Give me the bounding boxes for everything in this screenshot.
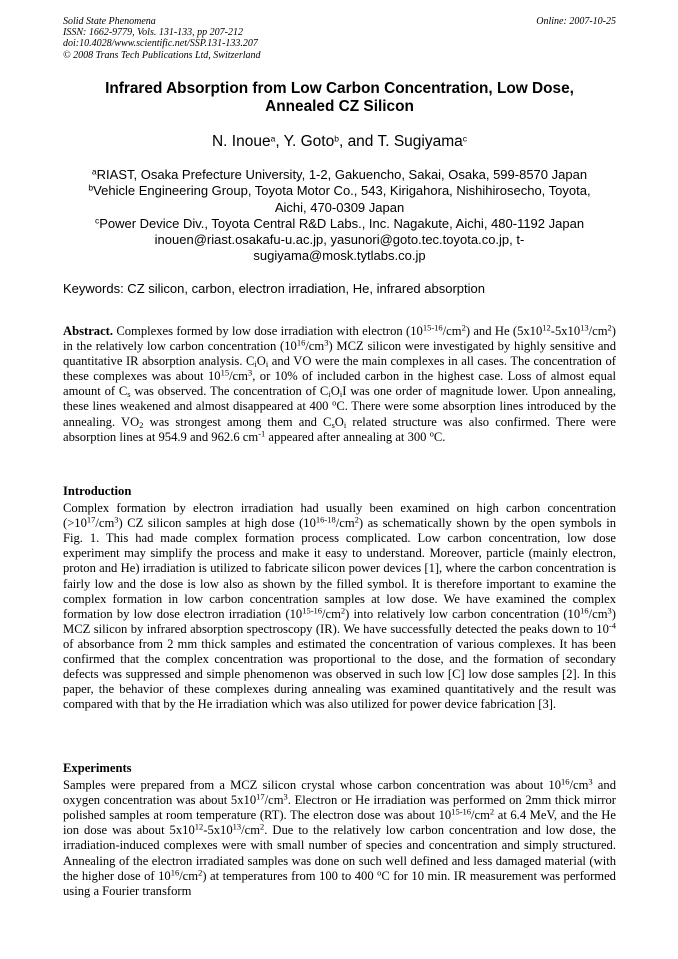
text-run: /cm [588,324,608,338]
sup: 2 [489,806,495,817]
affiliations [63,167,616,265]
text-run: ) into relatively low carbon concentration (10 [345,606,581,621]
affiliation-a [63,167,616,183]
sup: -4 [608,620,616,631]
text-run: and oxygen concentration was about 5x10 [63,778,616,808]
keywords: Keywords: CZ silicon, carbon, electron irradiation, He, infrared absorption [63,281,485,296]
sup: 2 [198,867,203,878]
text-run: /cm [229,369,248,384]
sup: 13 [232,821,242,832]
introduction-section [63,484,616,712]
sup: o [332,397,337,408]
text-run: O [330,384,340,399]
sup: 17 [86,514,96,525]
text-run: O [256,354,266,369]
abstract-section [63,324,616,445]
text-run: was strongest among them and C [143,414,332,429]
sup: -1 [258,428,266,439]
text-run: at 6.4 MeV, and the He ion dose was about 5x10 [63,808,616,838]
sup: 16 [580,605,589,616]
paper-title [63,80,616,116]
affil-text-b: Vehicle Engineering Group, Toyota Motor Co., 543, Kirigahora, Nishihirosecho, Toyota, [93,183,591,199]
sub: i [254,359,257,370]
text-run: ) as schematically shown by the open symbols in Fig. 1. This had made complex formation process complicated. Low carbon concentration, low dose experiment may simplify the process and make it easy to understand. Moreover, particle (mainly electron, proton and He) irradiation is utilized to fabricate silicon power devices [1], where the carbon concentration is fairly low and the dose is low also as shown by the filled symbol. It is therefore important to examine the complex formation in low carbon concentration samples at low dose. We have examined the complex formation by low dose electron irradiation (10 [63,516,616,621]
text-run: ) in the relatively low carbon concentration (10 [63,324,616,354]
sup: 16 [296,337,306,348]
sub: i [339,389,343,400]
text-run: O [334,414,344,429]
text-run: /cm [322,606,341,621]
text-run: related structure was also confirmed. There were absorption lines at 954.9 and 962.6 cm [63,414,616,444]
affil-mark-c: c [94,215,100,226]
sup: 3 [607,605,612,616]
text-run: ) and He (5x10 [465,324,543,338]
sup: 12 [194,821,204,832]
text-run: /cm [179,868,199,883]
text-run: appeared after annealing at 300 [265,429,430,444]
sup: 2 [461,322,466,333]
text-run: , or 10% of included carbon in the highest case. Loss of almost equal amount of C [63,369,616,399]
sup: 2 [607,322,612,333]
sup: 3 [247,367,253,378]
journal-name: Solid State Phenomena [63,16,156,27]
sup: o [429,428,434,439]
sup: 17 [256,791,265,802]
author-2: , Y. Goto [275,133,335,150]
sup: 2 [354,514,359,525]
text-run: /cm [442,324,462,338]
affiliation-b [63,183,616,199]
sup: 16-18 [315,514,336,525]
copyright-line: © 2008 Trans Tech Publications Ltd, Switzerland [63,49,261,61]
text-run: /cm [471,808,490,823]
text-run: I was one order of magnitude lower. Upon annealing, these lines weakened and almost disappeared at 400 [63,384,616,414]
text-run: -5x10 [203,823,233,838]
sup: 15 [220,367,230,378]
sub: i [343,419,347,430]
issn-line: ISSN: 1662-9779, Vols. 131-133, pp 207-212 [63,27,243,39]
emails-line-1: inouen@riast.osakafu-u.ac.jp, yasunori@goto.tec.toyota.co.jp, t- [154,232,525,248]
text-run: ) MCZ silicon by infrared absorption spectroscopy (IR). We have successfully detected the peaks down to 10 [63,606,616,636]
text-run: /cm [264,793,284,808]
emails-line-2: sugiyama@mosk.tytlabs.co.jp [253,248,426,264]
text-run: /cm [588,606,608,621]
abstract-label: Abstract. [63,324,114,338]
author-3: , and T. Sugiyama [338,133,463,150]
text-run: and VO were the main complexes in all cases. The concentration of these complexes was about 10 [63,354,616,384]
sub: i [328,389,331,400]
text-run: /cm [241,823,261,838]
sup: 3 [588,776,593,787]
running-header [63,16,616,61]
experiments-section [63,761,616,899]
author-list [63,133,616,151]
sup: 13 [580,322,589,333]
text-run: ) CZ silicon samples at high dose (10 [118,516,316,531]
sup: 16 [561,776,570,787]
text-run: . Electron or He irradiation was performed on 2mm thick mirror polished samples at room temperature (RT). The electron dose was about 10 [63,793,616,823]
affiliation-c [63,216,616,232]
sub: 2 [139,419,144,430]
sup: o [377,867,382,878]
affiliation-b-line2: Aichi, 470-0309 Japan [274,199,405,215]
text-run: /cm [569,778,589,793]
title-line-1: Infrared Absorption from Low Carbon Concentration, Low Dose, [105,80,574,97]
text-run: Complex formation by electron irradiation had usually been examined on high carbon concentration (>10 [63,501,616,531]
sup: 15-16 [422,322,443,333]
abstract-text: Complexes formed by low dose irradiation with electron (10 [113,324,423,338]
affil-mark-b: b [88,182,94,193]
sup: 2 [260,821,265,832]
text-run: C. There were some absorption lines introduced by the annealing. VO [63,399,616,429]
title-line-2: Annealed CZ Silicon [265,98,414,115]
sup: 3 [324,337,329,348]
affil-mark-a: a [91,166,97,177]
sup: 15-16 [302,605,323,616]
author-1-affil-mark: a [270,133,276,144]
introduction-heading: Introduction [63,484,132,498]
sup: 16 [170,867,180,878]
sub: s [331,419,335,430]
doi-line: doi:10.4028/www.scientific.net/SSP.131-133.207 [63,38,258,50]
affil-text-a: RIAST, Osaka Prefecture University, 1-2, Gakuencho, Sakai, Osaka, 599-8570 Japan [96,167,588,182]
online-date: Online: 2007-10-25 [536,16,616,27]
experiments-heading: Experiments [63,761,132,775]
author-3-affil-mark: c [462,133,467,144]
sup: 2 [340,605,346,616]
text-run: /cm [95,516,115,531]
text-run: /cm [305,339,325,354]
text-run: C for 10 min. IR measurement was performed using a Fourier transform [63,868,616,898]
sub: s [127,389,131,400]
sub: i [265,359,269,370]
text-run: C. [433,429,446,444]
sup: 3 [283,791,288,802]
sup: 3 [114,514,119,525]
text-run: ) MCZ silicon were investigated by highly sensitive and quantitative IR absorption analysis. C [63,339,616,369]
author-1: N. Inoue [211,133,271,150]
text-run: Samples were prepared from a MCZ silicon crystal whose carbon concentration was about 10 [63,778,561,793]
text-run: was observed. The concentration of C [130,384,329,399]
author-2-affil-mark: b [334,133,339,144]
text-run: -5x10 [550,324,581,338]
sup: 12 [542,322,551,333]
text-run: . Due to the relatively low carbon concentration and low dose, the irradiation-induced complexes were with small number of species and concentration and simply structured. Annealing of the electron irradiated samples was done on such well defined and less damaged material (with the higher dose of 10 [63,823,616,883]
sup: 15-16 [451,806,472,817]
text-run: of absorbance from 2 mm thick samples and estimated the concentration of various complexes. It has been confirmed that the complex concentration was proportional to the dose, and the formation of secondary defects was suppressed and simple phenomenon was observed in such low [C] low dose samples [2]. In this paper, the behavior of these complexes during annealing was examined quantitatively and the result was compared with that by the He irradiation which was also utilized for power device fabrication [3]. [63,636,616,712]
text-run: ) at temperatures from 100 to 400 [202,868,378,883]
text-run: /cm [335,516,355,531]
affil-text-c: Power Device Div., Toyota Central R&D Labs., Inc. Nagakute, Aichi, 480-1192 Japan [99,215,585,231]
